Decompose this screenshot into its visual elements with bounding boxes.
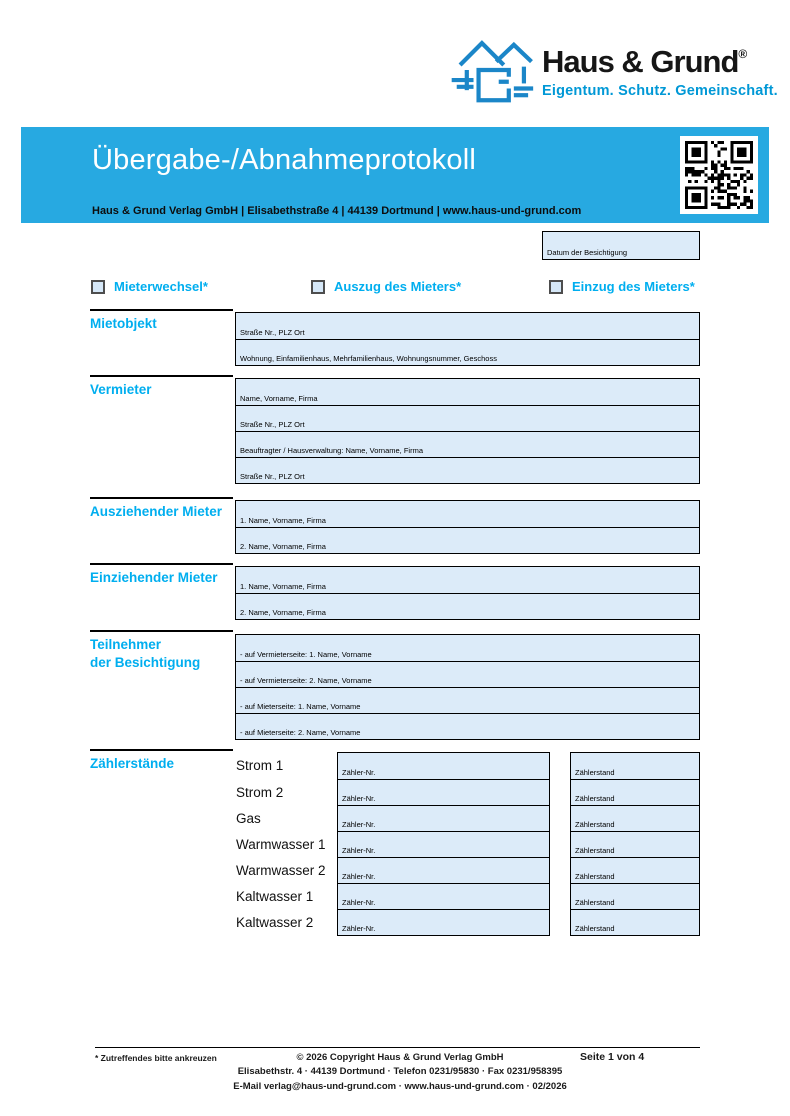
teilnehmer-line2: der Besichtigung (90, 655, 201, 671)
meter-row-label: Strom 2 (236, 785, 284, 800)
logo-text (542, 28, 778, 99)
field-vermieterseite-2[interactable] (236, 661, 699, 687)
meter-number-field[interactable] (338, 831, 549, 857)
title-banner (21, 127, 769, 223)
meter-row-label: Kaltwasser 1 (236, 889, 314, 904)
section-title-teilnehmer (90, 630, 233, 672)
field-label: Wohnung, Einfamilienhaus, Mehrfamilienhaus, Wohnungsnummer, Geschoss (240, 354, 497, 363)
field-label: 1. Name, Vorname, Firma (240, 582, 326, 591)
mieterwechsel-checkbox[interactable] (91, 280, 105, 294)
haus-grund-logo-icon (450, 28, 534, 112)
qr-code-svg (685, 141, 753, 209)
field-label: Straße Nr., PLZ Ort (240, 328, 305, 337)
meter-reading-field[interactable] (571, 831, 699, 857)
field-label: - auf Mieterseite: 1. Name, Vorname (240, 702, 361, 711)
checkbox-mieterwechsel[interactable] (91, 279, 208, 294)
field-einziehender-mieter-1[interactable] (236, 567, 699, 593)
field-label: Zählerstand (575, 794, 615, 803)
logo-name (542, 46, 778, 77)
field-label: Straße Nr., PLZ Ort (240, 420, 305, 429)
field-einziehender-mieter-2[interactable] (236, 593, 699, 619)
meter-row-label: Warmwasser 2 (236, 863, 326, 878)
field-vermieterseite-1[interactable] (236, 635, 699, 661)
footer-address: Elisabethstr. 4 · 44139 Dortmund · Telefon 0231/95830 · Fax 0231/958395 (237, 1066, 563, 1078)
meter-number-field[interactable] (338, 779, 549, 805)
logo-tagline: Eigentum. Schutz. Gemeinschaft. (542, 83, 778, 99)
footer-publisher (230, 1051, 570, 1094)
document-title: Übergabe-/Abnahmeprotokoll (92, 144, 477, 176)
teilnehmer-line1: Teilnehmer (90, 637, 162, 652)
meter-row-label: Kaltwasser 2 (236, 915, 314, 930)
section-title-zaehlerstaende: Zählerstände (90, 749, 233, 773)
meter-reading-field[interactable] (571, 857, 699, 883)
meter-reading-column (570, 752, 700, 936)
field-strasse-plz[interactable] (236, 313, 699, 339)
field-beauftragter-strasse[interactable] (236, 457, 699, 483)
haus-grund-logo (450, 28, 778, 112)
field-label: 1. Name, Vorname, Firma (240, 516, 326, 525)
footer-divider (95, 1047, 700, 1048)
field-label: 2. Name, Vorname, Firma (240, 542, 326, 551)
einziehender-mieter-fields (235, 566, 700, 620)
qr-code (680, 136, 758, 214)
field-ausziehender-mieter-1[interactable] (236, 501, 699, 527)
meter-number-field[interactable] (338, 805, 549, 831)
teilnehmer-fields (235, 634, 700, 740)
auszug-checkbox[interactable] (311, 280, 325, 294)
field-label: Zählerstand (575, 768, 615, 777)
meter-number-field[interactable] (338, 857, 549, 883)
field-label: Beauftragter / Hausverwaltung: Name, Vorname, Firma (240, 446, 423, 455)
field-mieterseite-1[interactable] (236, 687, 699, 713)
field-label: Straße Nr., PLZ Ort (240, 472, 305, 481)
footer-contact: E-Mail verlag@haus-und-grund.com · www.haus-und-grund.com · 02/2026 (233, 1080, 567, 1092)
field-label: Zählerstand (575, 820, 615, 829)
field-label: Zählerstand (575, 898, 615, 907)
field-label: Zähler-Nr. (342, 924, 376, 933)
meter-reading-field[interactable] (571, 805, 699, 831)
footer-copyright: © 2026 Copyright Haus & Grund Verlag GmbH (296, 1052, 504, 1063)
meter-labels-column (235, 752, 337, 936)
meter-number-field[interactable] (338, 883, 549, 909)
footnote: * Zutreffendes bitte ankreuzen (95, 1053, 217, 1063)
field-label: - auf Vermieterseite: 1. Name, Vorname (240, 650, 372, 659)
meter-row-label: Warmwasser 1 (236, 837, 326, 852)
field-mieterseite-2[interactable] (236, 713, 699, 739)
field-label: Zähler-Nr. (342, 872, 376, 881)
field-label: Zähler-Nr. (342, 794, 376, 803)
checkbox-einzug[interactable] (549, 279, 695, 294)
einzug-label: Einzug des Mieters* (572, 279, 695, 294)
meter-row-label: Strom 1 (236, 758, 284, 773)
meter-reading-field[interactable] (571, 753, 699, 779)
field-label: Zähler-Nr. (342, 820, 376, 829)
publisher-line: Haus & Grund Verlag GmbH | Elisabethstraße 4 | 44139 Dortmund | www.haus-und-grund.com (92, 205, 582, 217)
field-label: Zähler-Nr. (342, 898, 376, 907)
date-of-inspection-field[interactable] (542, 231, 700, 260)
meter-number-field[interactable] (338, 753, 549, 779)
field-ausziehender-mieter-2[interactable] (236, 527, 699, 553)
field-label: Name, Vorname, Firma (240, 394, 318, 403)
field-label: - auf Vermieterseite: 2. Name, Vorname (240, 676, 372, 685)
field-vermieter-name[interactable] (236, 379, 699, 405)
vermieter-fields (235, 378, 700, 484)
field-label: - auf Mieterseite: 2. Name, Vorname (240, 728, 361, 737)
field-label: Zähler-Nr. (342, 768, 376, 777)
meter-reading-field[interactable] (571, 779, 699, 805)
logo-name-text: Haus & Grund (542, 44, 739, 79)
section-title-einziehender-mieter: Einziehender Mieter (90, 563, 233, 587)
section-title-vermieter: Vermieter (90, 375, 233, 399)
meter-reading-field[interactable] (571, 883, 699, 909)
meter-number-column (337, 752, 550, 936)
field-label: 2. Name, Vorname, Firma (240, 608, 326, 617)
ausziehender-mieter-fields (235, 500, 700, 554)
meter-number-field[interactable] (338, 909, 549, 935)
einzug-checkbox[interactable] (549, 280, 563, 294)
auszug-label: Auszug des Mieters* (334, 279, 462, 294)
meter-reading-field[interactable] (571, 909, 699, 935)
field-label: Zählerstand (575, 846, 615, 855)
field-vermieter-strasse[interactable] (236, 405, 699, 431)
field-wohnungsart[interactable] (236, 339, 699, 365)
date-field-label: Datum der Besichtigung (547, 248, 628, 257)
section-title-mietobjekt: Mietobjekt (90, 309, 233, 333)
mietobjekt-fields (235, 312, 700, 366)
meter-row-label: Gas (236, 811, 261, 826)
mieterwechsel-label: Mieterwechsel* (114, 279, 208, 294)
page-number: Seite 1 von 4 (580, 1051, 645, 1063)
field-label: Zähler-Nr. (342, 846, 376, 855)
meters-grid (235, 752, 700, 936)
field-label: Zählerstand (575, 872, 615, 881)
field-label: Zählerstand (575, 924, 615, 933)
section-title-ausziehender-mieter: Ausziehender Mieter (90, 497, 233, 521)
registered-mark: ® (738, 47, 748, 61)
checkbox-auszug[interactable] (311, 279, 461, 294)
field-beauftragter[interactable] (236, 431, 699, 457)
